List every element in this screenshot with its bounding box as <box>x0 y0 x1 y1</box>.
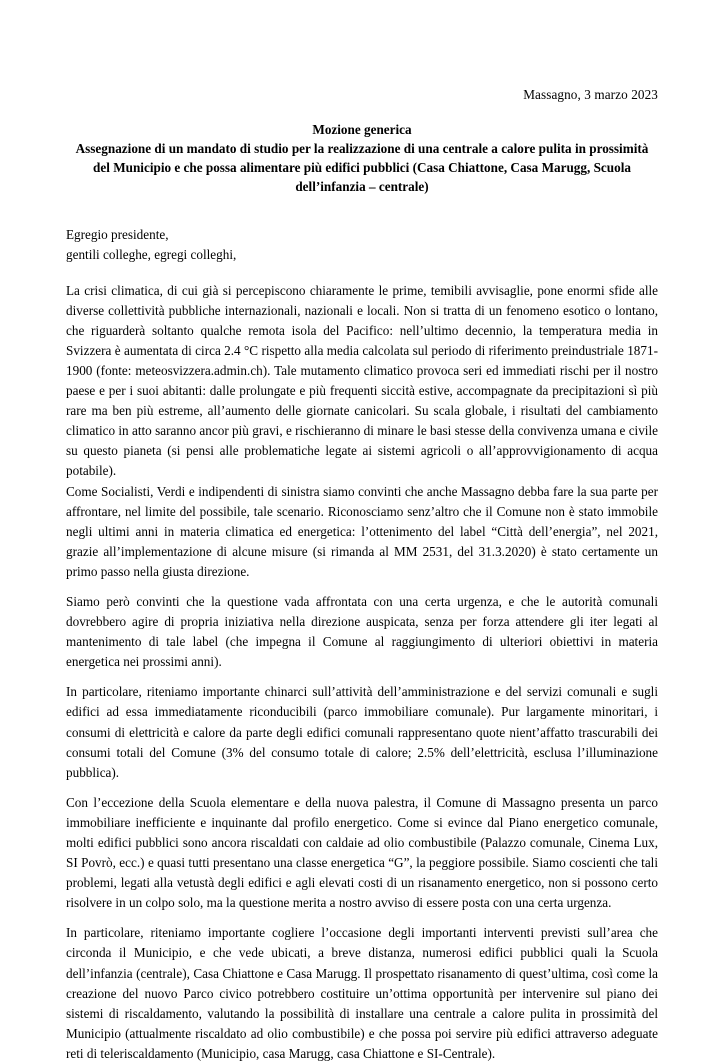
paragraph-p3: Siamo però convinti che la questione vada affrontata con una certa urgenza, e che le autorità comunali dovrebbero agire di propria iniziativa nella direzione auspicata, senza per forza attendere gli iter legati al mantenimento di tale label (che impegna il Comune al raggiungimento di ulteriori obiettivi in materia energetica nei prossimi anni). <box>66 593 658 670</box>
document-content <box>66 0 658 1064</box>
document-title-heading: Mozione generica <box>312 122 412 138</box>
dateline: Massagno, 3 marzo 2023 <box>523 87 658 102</box>
document-body <box>66 281 658 1064</box>
paragraph-p6: In particolare, riteniamo importante cogliere l’occasione degli importanti interventi previsti sull’area che circonda il Municipio, e che vede ubicati, a breve distanza, numerosi edifici pubblici quali la Scuola dell’infanzia (centrale), Casa Chiattone e Casa Marugg. Il prospettato risanamento di quest’ultima, così come la creazione del nuovo Parco civico potrebbero costituire un’ottima opportunità per intervenire sul piano dei sistemi di riscaldamento, valutando la possibilità di installare una centrale a calore pulita in prossimità del Municipio (attualmente riscaldato ad olio combustibile) e che possa poi servire più edifici attraverso adeguate reti di teleriscaldamento (Municipio, casa Marugg, casa Chiattone e SI-Centrale). <box>66 925 658 1061</box>
salutation-block <box>66 225 658 265</box>
salutation-line-1: Egregio presidente, <box>66 226 169 242</box>
paragraph-p4: In particolare, riteniamo importante chinarci sull’attività dell’amministrazione e del servizi comunali e sugli edifici ad essa immediatamente riconducibili (parco immobiliare comunale). Pur largamente minoritari, i consumi di elettricità e calore da parte degli edifici comunali rappresentano quote nient’affatto trascurabili dei consumi totali del Comune (3% del consumo totale di calore; 2.5% dell’elettricità, esclusa l’illuminazione pubblica). <box>66 684 658 780</box>
document-title-block <box>66 120 658 196</box>
paragraph-p5: Con l’eccezione della Scuola elementare e della nuova palestra, il Comune di Massagno presenta un parco immobiliare inefficiente e inquinante dal profilo energetico. Come si evince dal Piano energetico comunale, molti edifici pubblici sono ancora riscaldati con caldaie ad olio combustibile (Palazzo comunale, Cinema Lux, SI Povrò, ecc.) e quasi tutti presentano una classe energetica “G”, la peggiore possibile. Siamo coscienti che tali problemi, legati alla vetustà degli edifici e agli elevati costi di un risanamento energetico, non si possono certo risolvere in un colpo solo, ma la questione merita a nostro avviso di essere posta con una certa urgenza. <box>66 794 658 911</box>
document-title-subheading: Assegnazione di un mandato di studio per la realizzazione di una centrale a calore pulita in prossimità del Municipio e che possa alimentare più edifici pubblici (Casa Chiattone, Casa Marugg, Scuola dell’infanzia – centrale) <box>75 141 649 195</box>
paragraph-p2: Come Socialisti, Verdi e indipendenti di sinistra siamo convinti che anche Massagno debba fare la sua parte per affrontare, nel limite del possibile, tale scenario. Riconosciamo senz’altro che il Comune non è stato immobile negli ultimi anni in materia climatica ed energetica: l’ottenimento del label “Città dell’energia”, nel 2021, grazie all’implementazione di alcune misure (si rimanda al MM 2531, del 31.3.2020) è stato certamente un primo passo nella giusta direzione. <box>66 483 658 579</box>
paragraph-p1: La crisi climatica, di cui già si percepiscono chiaramente le prime, temibili avvisaglie, pone enormi sfide alle diverse collettività pubbliche internazionali, nazionali e locali. Non si tratta di un fenomeno esotico o lontano, che riguarderà soltanto qualche remota isola del Pacifico: nell’ultimo decennio, la temperatura media in Svizzera è aumentata di circa 2.4 °C rispetto alla media calcolata sul periodo di riferimento preindustriale 1871-1900 (fonte: meteosvizzera.admin.ch). Tale mutamento climatico provoca seri ed immediati rischi per il nostro paese e per i suoi abitanti: dalle prolungate e più frequenti siccità estive, accompagnate da precipitazioni sì più rare ma ben più estreme, all’aumento delle giornate canicolari. Su scala globale, i risultati del cambiamento climatico in atto saranno ancor più gravi, e rischieranno di minare le basi stesse della convivenza umana e civile su questo pianeta (si pensi alle problematiche legate ai sistemi agricoli o all’approvvigionamento di acqua potabile). <box>66 282 658 479</box>
salutation-line-2: gentili colleghe, egregi colleghi, <box>66 246 237 262</box>
